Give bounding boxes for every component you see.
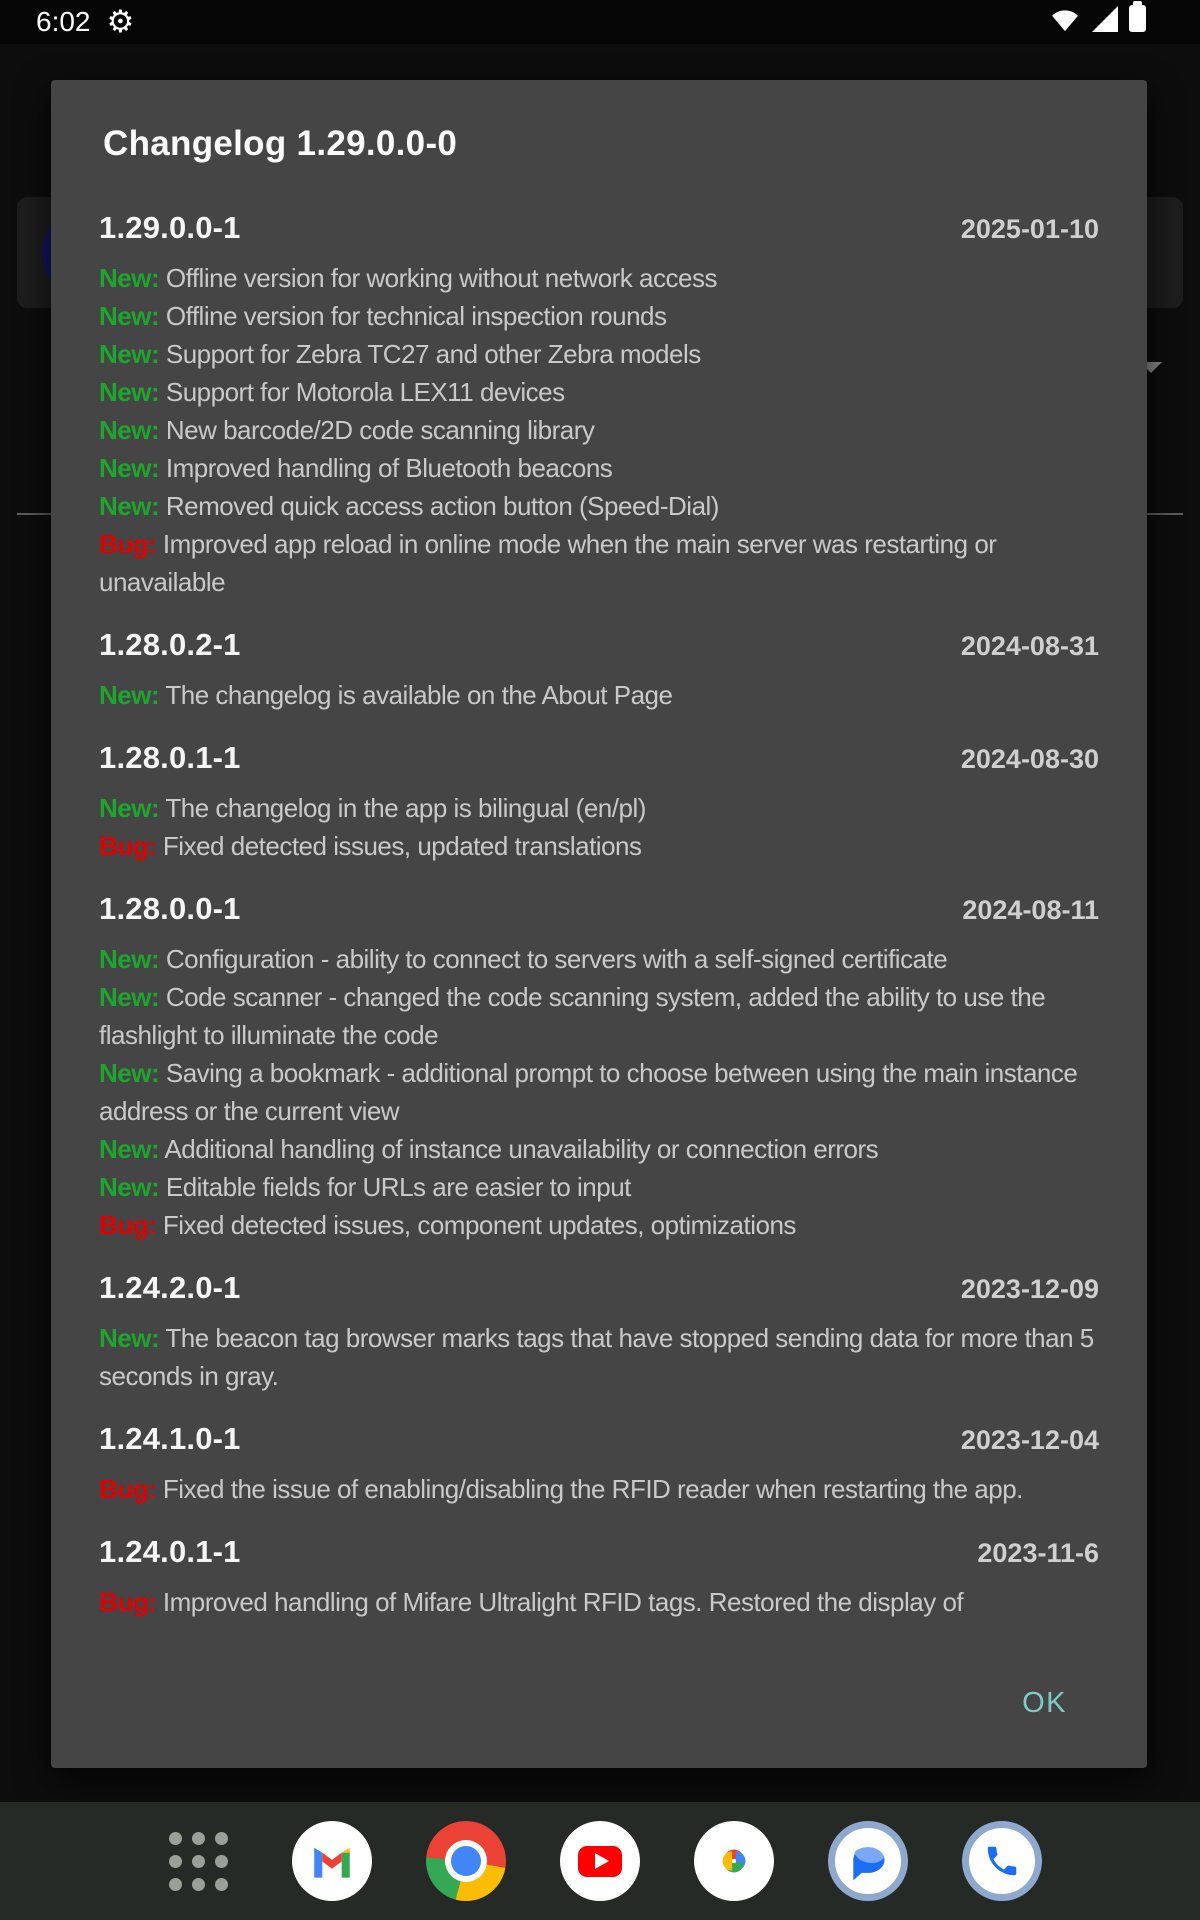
release-date: 2024-08-30 [960, 744, 1099, 774]
new-tag: New: [99, 491, 160, 521]
new-tag: New: [99, 982, 160, 1012]
setup-gear-icon: ⚙ [106, 4, 135, 39]
messages-app-button[interactable] [828, 1821, 908, 1901]
ok-button[interactable]: OK [1022, 1687, 1067, 1719]
dock [0, 1802, 1200, 1920]
youtube-icon [578, 1846, 622, 1877]
new-tag: New: [99, 1323, 160, 1353]
release-date: 2023-11-6 [977, 1538, 1099, 1568]
version-label: 1.24.2.0-1 [99, 1270, 241, 1305]
status-bar [0, 0, 1200, 44]
new-tag: New: [99, 415, 160, 445]
section-header [99, 891, 1099, 927]
changelog-item: New: Editable fields for URLs are easier to input [99, 1172, 631, 1202]
release-date: 2024-08-31 [960, 631, 1099, 661]
changelog-item: New: Configuration - ability to connect to servers with a self-signed certificate [99, 944, 948, 974]
new-tag: New: [99, 301, 160, 331]
section-header [99, 1421, 1099, 1457]
new-tag: New: [99, 339, 160, 369]
new-tag: New: [99, 1134, 160, 1164]
changelog-item: New: Support for Motorola LEX11 devices [99, 377, 565, 407]
bug-tag: Bug: [99, 831, 157, 861]
battery-icon [1129, 5, 1146, 32]
version-label: 1.24.0.1-1 [99, 1534, 241, 1569]
release-date: 2024-08-11 [962, 895, 1099, 925]
dialog-title: Changelog 1.29.0.0-0 [103, 124, 458, 163]
app-drawer-dots-icon [169, 1832, 228, 1891]
release-date: 2023-12-04 [960, 1425, 1099, 1455]
new-tag: New: [99, 1058, 160, 1088]
release-date: 2023-12-09 [960, 1274, 1099, 1304]
phone-icon [983, 1842, 1021, 1880]
chrome-icon [445, 1840, 487, 1882]
changelog-item: New: The changelog is available on the About Page [99, 680, 673, 710]
status-bar-left [36, 0, 134, 44]
new-tag: New: [99, 1172, 160, 1202]
status-bar-right [1049, 5, 1174, 39]
changelog-item: New: Code scanner - changed the code scanning system, added the ability to use the flashlight to illuminate the code [99, 982, 1046, 1050]
section-header [99, 1270, 1099, 1306]
changelog-dialog [51, 80, 1147, 1768]
changelog-item: New: Saving a bookmark - additional prompt to choose between using the main instance address or the current view [99, 1058, 1078, 1126]
bug-tag: Bug: [99, 1474, 157, 1504]
changelog-item: New: Support for Zebra TC27 and other Zebra models [99, 339, 701, 369]
google-photos-app-button[interactable] [694, 1821, 774, 1901]
phone-app-button[interactable] [962, 1821, 1042, 1901]
changelog-item: New: Removed quick access action button (Speed-Dial) [99, 491, 719, 521]
changelog-item: New: The beacon tag browser marks tags that have stopped sending data for more than 5 seconds in gray. [99, 1323, 1094, 1391]
google-photos-icon [711, 1838, 757, 1884]
youtube-app-button[interactable] [560, 1821, 640, 1901]
new-tag: New: [99, 377, 160, 407]
wifi-icon [1049, 5, 1081, 32]
changelog-item: Bug: Improved handling of Mifare Ultralight RFID tags. Restored the display of [99, 1587, 964, 1617]
new-tag: New: [99, 680, 160, 710]
changelog-item: New: New barcode/2D code scanning library [99, 415, 595, 445]
changelog-item: Bug: Fixed detected issues, component updates, optimizations [99, 1210, 796, 1240]
clock: 6:02 [36, 6, 91, 37]
bug-tag: Bug: [99, 1210, 157, 1240]
version-label: 1.28.0.1-1 [99, 740, 241, 775]
new-tag: New: [99, 944, 160, 974]
changelog-item: New: Additional handling of instance unavailability or connection errors [99, 1134, 879, 1164]
version-label: 1.24.1.0-1 [99, 1421, 241, 1456]
chrome-app-button[interactable] [426, 1821, 506, 1901]
section-header [99, 210, 1099, 246]
bug-tag: Bug: [99, 1587, 157, 1617]
changelog-list [99, 210, 1099, 1621]
changelog-item: Bug: Improved app reload in online mode when the main server was restarting or unavailable [99, 529, 997, 597]
cell-signal-icon [1092, 6, 1118, 32]
changelog-item: New: Offline version for working without network access [99, 263, 717, 293]
section-header [99, 1534, 1099, 1570]
changelog-item: New: Improved handling of Bluetooth beacons [99, 453, 613, 483]
section-header [99, 627, 1099, 663]
app-drawer-button[interactable] [158, 1821, 238, 1901]
section-header [99, 740, 1099, 776]
changelog-item: Bug: Fixed detected issues, updated translations [99, 831, 642, 861]
new-tag: New: [99, 793, 160, 823]
bug-tag: Bug: [99, 529, 157, 559]
version-label: 1.28.0.0-1 [99, 891, 241, 926]
changelog-item: New: Offline version for technical inspection rounds [99, 301, 667, 331]
release-date: 2025-01-10 [960, 214, 1099, 244]
new-tag: New: [99, 453, 160, 483]
new-tag: New: [99, 263, 160, 293]
gmail-icon [311, 1845, 353, 1878]
messages-icon [846, 1839, 890, 1883]
version-label: 1.29.0.0-1 [99, 210, 241, 245]
gmail-app-button[interactable] [292, 1821, 372, 1901]
version-label: 1.28.0.2-1 [99, 627, 241, 662]
changelog-item: Bug: Fixed the issue of enabling/disabling the RFID reader when restarting the app. [99, 1474, 1023, 1504]
changelog-item: New: The changelog in the app is bilingual (en/pl) [99, 793, 646, 823]
